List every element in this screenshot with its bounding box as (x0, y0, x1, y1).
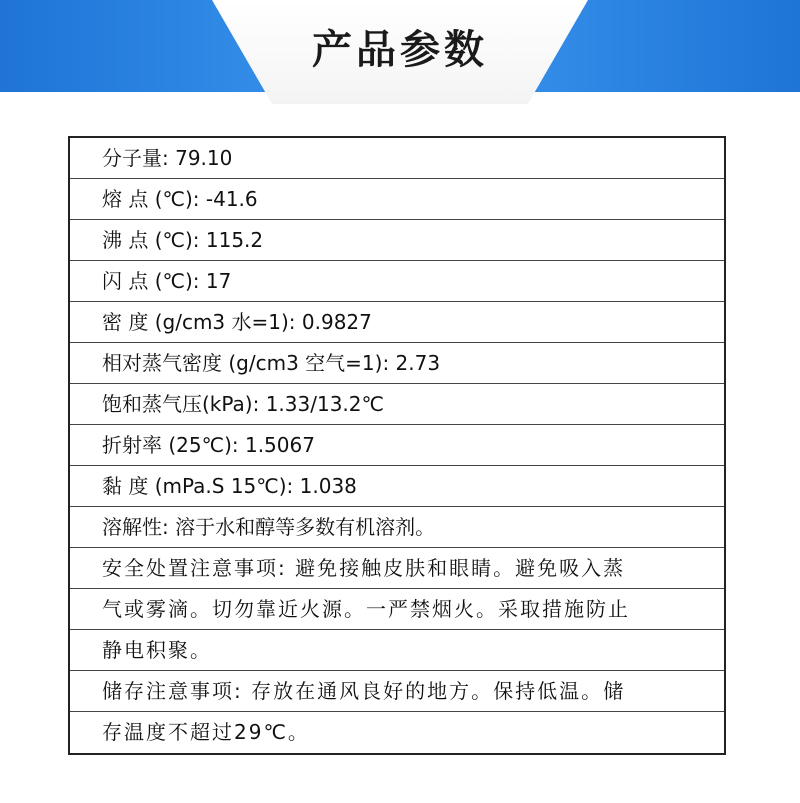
row-storage-line-1: 储存注意事项: 存放在通风良好的地方。保持低温。储 (70, 671, 724, 712)
row-solubility: 溶解性: 溶于水和醇等多数有机溶剂。 (70, 507, 724, 548)
row-boiling-point: 沸 点 (℃): 115.2 (70, 220, 724, 261)
row-flash-point: 闪 点 (℃): 17 (70, 261, 724, 302)
row-safety-line-1: 安全处置注意事项: 避免接触皮肤和眼睛。避免吸入蒸 (70, 548, 724, 589)
row-refractive-index: 折射率 (25℃): 1.5067 (70, 425, 724, 466)
row-density: 密 度 (g/cm3 水=1): 0.9827 (70, 302, 724, 343)
row-vapor-density: 相对蒸气密度 (g/cm3 空气=1): 2.73 (70, 343, 724, 384)
page-title: 产品参数 (312, 27, 488, 73)
row-molecular-weight: 分子量: 79.10 (70, 138, 724, 179)
row-viscosity: 黏 度 (mPa.S 15℃): 1.038 (70, 466, 724, 507)
row-safety-line-2: 气或雾滴。切勿靠近火源。一严禁烟火。采取措施防止 (70, 589, 724, 630)
row-melting-point: 熔 点 (℃): -41.6 (70, 179, 724, 220)
parameter-table (68, 136, 726, 755)
row-safety-line-3: 静电积聚。 (70, 630, 724, 671)
row-storage-line-2: 存温度不超过29℃。 (102, 720, 310, 744)
row-vapor-pressure: 饱和蒸气压(kPa): 1.33/13.2℃ (70, 384, 724, 425)
